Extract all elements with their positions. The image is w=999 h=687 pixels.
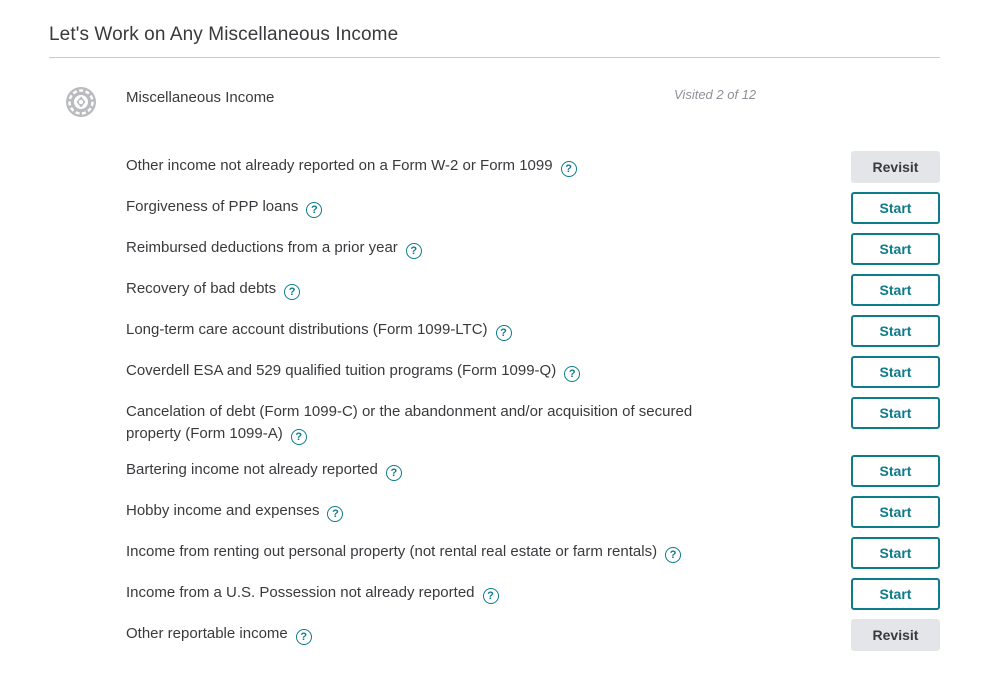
row-label	[126, 500, 696, 522]
row-label-text: Bartering income not already reported	[126, 461, 378, 478]
row-label-text: Cancelation of debt (Form 1099-C) or the abandonment and/or acquisition of secured property (Form 1099-A)	[126, 403, 693, 442]
start-button[interactable]: Start	[851, 315, 940, 347]
row-label-text: Other income not already reported on a Form W-2 or Form 1099	[126, 157, 553, 174]
title-divider	[49, 57, 940, 58]
start-button[interactable]: Start	[851, 496, 940, 528]
help-icon[interactable]: ?	[483, 588, 499, 604]
row-label	[126, 623, 696, 645]
row-label	[126, 360, 696, 382]
start-button[interactable]: Start	[851, 233, 940, 265]
row-label-text: Other reportable income	[126, 625, 288, 642]
help-icon[interactable]: ?	[406, 243, 422, 259]
row-label	[126, 319, 696, 341]
help-icon[interactable]: ?	[564, 366, 580, 382]
help-icon[interactable]: ?	[296, 629, 312, 645]
row-label	[126, 582, 696, 604]
row-label-text: Recovery of bad debts	[126, 280, 277, 297]
help-icon[interactable]: ?	[291, 429, 307, 445]
row-label	[126, 459, 696, 481]
start-button[interactable]: Start	[851, 356, 940, 388]
row-label	[126, 237, 696, 259]
row-label	[126, 278, 696, 300]
row-label	[126, 401, 696, 445]
row-label-text: Long-term care account distributions (Form 1099-LTC)	[126, 321, 488, 338]
help-icon[interactable]: ?	[386, 465, 402, 481]
visited-status: Visited 2 of 12	[674, 87, 757, 102]
help-icon[interactable]: ?	[284, 284, 300, 300]
help-icon[interactable]: ?	[665, 547, 681, 563]
row-label-text: Coverdell ESA and 529 qualified tuition programs (Form 1099-Q)	[126, 362, 557, 379]
start-button[interactable]: Start	[851, 274, 940, 306]
row-label-text: Hobby income and expenses	[126, 502, 320, 519]
revisit-button[interactable]: Revisit	[851, 151, 940, 183]
revisit-button[interactable]: Revisit	[851, 619, 940, 651]
start-button[interactable]: Start	[851, 578, 940, 610]
page-title: Let's Work on Any Miscellaneous Income	[49, 24, 399, 45]
row-label-text: Income from a U.S. Possession not already reported	[126, 584, 475, 601]
help-icon[interactable]: ?	[306, 202, 322, 218]
row-label-text: Reimbursed deductions from a prior year	[126, 239, 398, 256]
help-icon[interactable]: ?	[327, 506, 343, 522]
row-label	[126, 155, 696, 177]
help-icon[interactable]: ?	[561, 161, 577, 177]
start-button[interactable]: Start	[851, 455, 940, 487]
row-label	[126, 541, 696, 563]
row-label-text: Income from renting out personal property (not rental real estate or farm rentals)	[126, 543, 658, 560]
start-button[interactable]: Start	[851, 397, 940, 429]
section-title: Miscellaneous Income	[126, 89, 275, 106]
row-label-text: Forgiveness of PPP loans	[126, 198, 299, 215]
badge-icon	[65, 86, 97, 118]
row-label	[126, 196, 696, 218]
help-icon[interactable]: ?	[496, 325, 512, 341]
start-button[interactable]: Start	[851, 192, 940, 224]
start-button[interactable]: Start	[851, 537, 940, 569]
